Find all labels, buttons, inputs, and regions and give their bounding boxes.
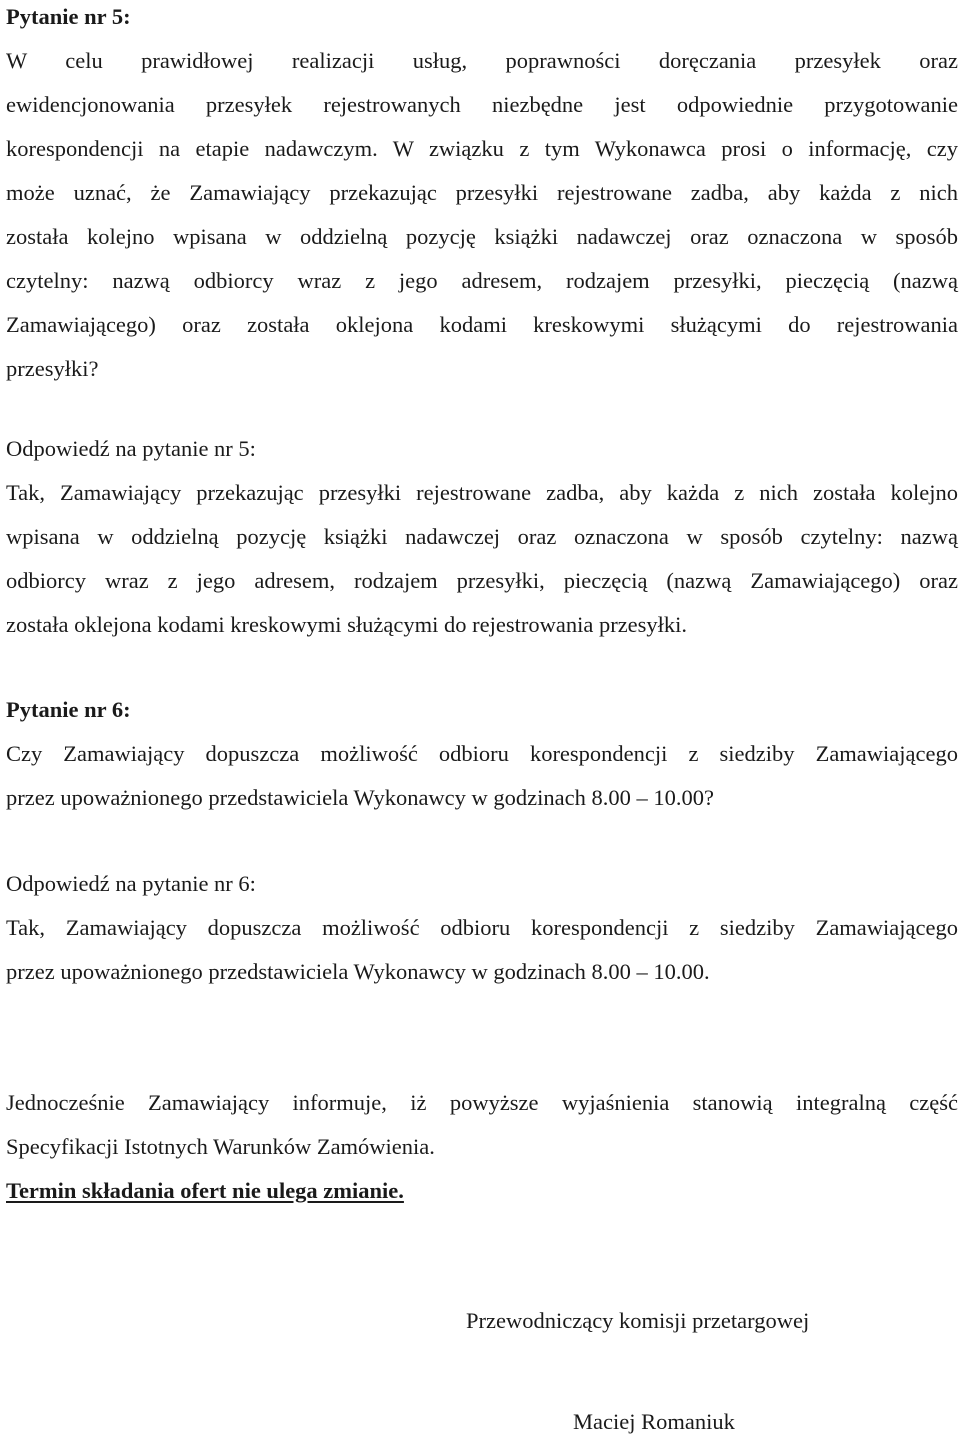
text-line: Tak, Zamawiający przekazując przesyłki rejestrowane zadba, aby każda z nich została kolejno	[6, 480, 958, 505]
text-line: przesyłki?	[6, 356, 99, 381]
text-line: Tak, Zamawiający dopuszcza możliwość odbioru korespondencji z siedziby Zamawiającego	[6, 915, 958, 940]
answer-6	[6, 862, 958, 994]
closing-text	[6, 1081, 958, 1169]
text-line: przez upoważnionego przedstawiciela Wykonawcy w godzinach 8.00 – 10.00.	[6, 959, 710, 984]
signature-name: Maciej Romaniuk	[573, 1409, 735, 1434]
text-line: Czy Zamawiający dopuszcza możliwość odbioru korespondencji z siedziby Zamawiającego	[6, 741, 958, 766]
text-line: została oklejona kodami kreskowymi służącymi do rejestrowania przesyłki.	[6, 612, 688, 637]
question-5	[6, 0, 958, 391]
text-line: korespondencji na etapie nadawczym. W związku z tym Wykonawca prosi o informację, czy	[6, 136, 958, 161]
text-line: została kolejno wpisana w oddzielną pozycję książki nadawczej oraz oznaczona w sposób	[6, 224, 958, 249]
question-5-text	[6, 39, 958, 391]
closing-note	[6, 1081, 958, 1213]
text-line: odbiorcy wraz z jego adresem, rodzajem przesyłki, pieczęcią (nazwą Zamawiającego) oraz	[6, 568, 958, 593]
signature-title: Przewodniczący komisji przetargowej	[466, 1308, 810, 1333]
question-6-heading: Pytanie nr 6:	[6, 697, 131, 722]
text-line: W celu prawidłowej realizacji usług, poprawności doręczania przesyłek oraz	[6, 48, 958, 73]
answer-6-text	[6, 906, 958, 994]
text-line: Specyfikacji Istotnych Warunków Zamówienia.	[6, 1134, 435, 1159]
text-line: czytelny: nazwą odbiorcy wraz z jego adresem, rodzajem przesyłki, pieczęcią (nazwą	[6, 268, 958, 293]
question-6-text	[6, 732, 958, 820]
deadline-note-text: Termin składania ofert nie ulega zmianie.	[6, 1178, 404, 1203]
text-line: ewidencjonowania przesyłek rejestrowanych niezbędne jest odpowiednie przygotowanie	[6, 92, 958, 117]
answer-5-text	[6, 471, 958, 647]
text-line: Zamawiającego) oraz została oklejona kodami kreskowymi służącymi do rejestrowania	[6, 312, 958, 337]
answer-5	[6, 427, 958, 647]
answer-6-heading: Odpowiedź na pytanie nr 6:	[6, 871, 256, 896]
question-5-heading: Pytanie nr 5:	[6, 4, 131, 29]
text-line: może uznać, że Zamawiający przekazując przesyłki rejestrowane zadba, aby każda z nich	[6, 180, 958, 205]
text-line: wpisana w oddzielną pozycję książki nadawczej oraz oznaczona w sposób czytelny: nazwą	[6, 524, 958, 549]
question-6	[6, 688, 958, 820]
text-line: Jednocześnie Zamawiający informuje, iż powyższe wyjaśnienia stanowią integralną część	[6, 1090, 958, 1115]
text-line: przez upoważnionego przedstawiciela Wykonawcy w godzinach 8.00 – 10.00?	[6, 785, 714, 810]
deadline-note	[6, 1169, 958, 1213]
answer-5-heading: Odpowiedź na pytanie nr 5:	[6, 436, 256, 461]
